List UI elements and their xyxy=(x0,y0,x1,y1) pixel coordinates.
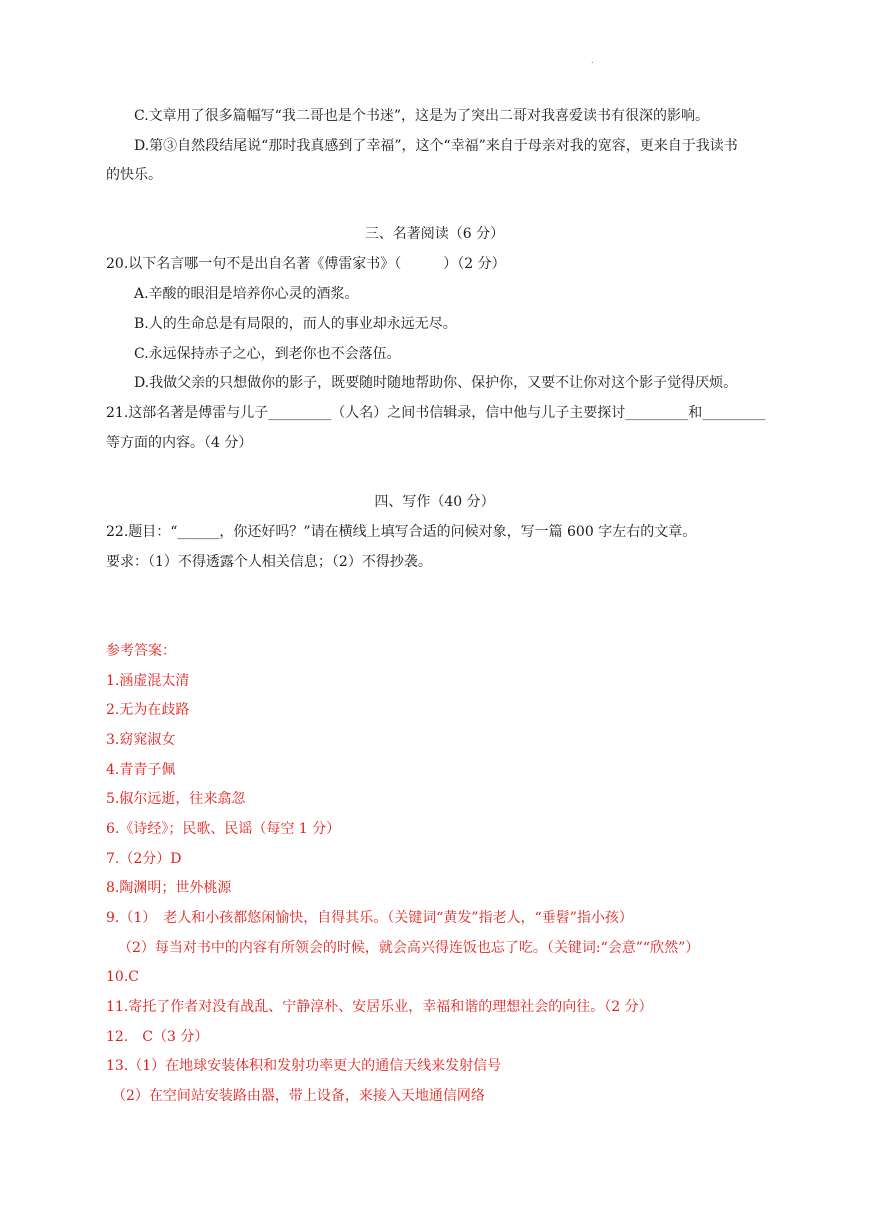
answer-item: 1.涵虚混太清 xyxy=(106,673,190,689)
q21-line1: 21.这部名著是傅雷与儿子_________（人名）之间书信辑录，信中他与儿子主要探讨_________和_________ xyxy=(106,405,766,421)
answer-item: 6.《诗经》；民歌、民谣（每空 1 分） xyxy=(106,821,341,837)
section4-title: 四、写作（40 分） xyxy=(374,494,495,510)
q20-stem: 20.以下名言哪一句不是出自名著《傅雷家书》（ ）（2 分） xyxy=(106,256,506,272)
header-dot: . xyxy=(591,56,594,65)
answer-item: 5.俶尔远逝，往来翕忽 xyxy=(106,791,246,807)
q22-requirement: 要求：（1）不得透露个人相关信息；（2）不得抄袭。 xyxy=(106,554,432,570)
answer-item: 3.窈窕淑女 xyxy=(106,732,176,748)
answer-item: 7.（2分）D xyxy=(106,851,182,867)
q20-option-a: A.辛酸的眼泪是培养你心灵的酒浆。 xyxy=(134,286,359,302)
answer-item: （2）每当对书中的内容有所领会的时候，就会高兴得连饭也忘了吃。（关键词:“会意”“欣然”） xyxy=(118,940,700,956)
option-d-line1: D.第③自然段结尾说“那时我真感到了幸福”，这个“幸福”来自于母亲对我的宽容，更来自于我读书 xyxy=(134,138,738,154)
answer-item: 8.陶渊明；世外桃源 xyxy=(106,880,232,896)
answer-item: （2）在空间站安装路由器，带上设备，来接入天地通信网络 xyxy=(112,1088,485,1104)
answers-heading: 参考答案： xyxy=(106,643,176,659)
q21-line2: 等方面的内容。（4 分） xyxy=(106,435,253,451)
answer-item: 2.无为在歧路 xyxy=(106,702,190,718)
q22-stem: 22.题目：“______，你还好吗？”请在横线上填写合适的问候对象，写一篇 600 字左右的文章。 xyxy=(106,524,697,540)
section3-title: 三、名著阅读（6 分） xyxy=(364,226,505,242)
answer-item: 12. C（3 分） xyxy=(106,1029,209,1045)
q20-option-c: C.永远保持赤子之心，到老你也不会落伍。 xyxy=(134,346,401,362)
answer-item: 13.（1）在地球安装体积和发射功率更大的通信天线来发射信号 xyxy=(106,1058,502,1074)
option-c: C.文章用了很多篇幅写“我二哥也是个书迷”，这是为了突出二哥对我喜爱读书有很深的影响。 xyxy=(134,108,709,124)
answer-item: 9.（1） 老人和小孩都悠闲愉快，自得其乐。（关键词“黄发”指老人，“垂髫”指小孩） xyxy=(106,910,633,926)
answer-item: 10.C xyxy=(106,969,139,985)
q20-option-b: B.人的生命总是有局限的，而人的事业却永远无尽。 xyxy=(134,316,457,332)
answer-item: 4.青青子佩 xyxy=(106,762,176,778)
option-d-line2: 的快乐。 xyxy=(106,167,162,183)
answer-item: 11.寄托了作者对没有战乱、宁静淳朴、安居乐业，幸福和谐的理想社会的向往。（2 分） xyxy=(106,999,653,1015)
q20-option-d: D.我做父亲的只想做你的影子，既要随时随地帮助你、保护你，又要不让你对这个影子觉得厌烦。 xyxy=(134,375,738,391)
